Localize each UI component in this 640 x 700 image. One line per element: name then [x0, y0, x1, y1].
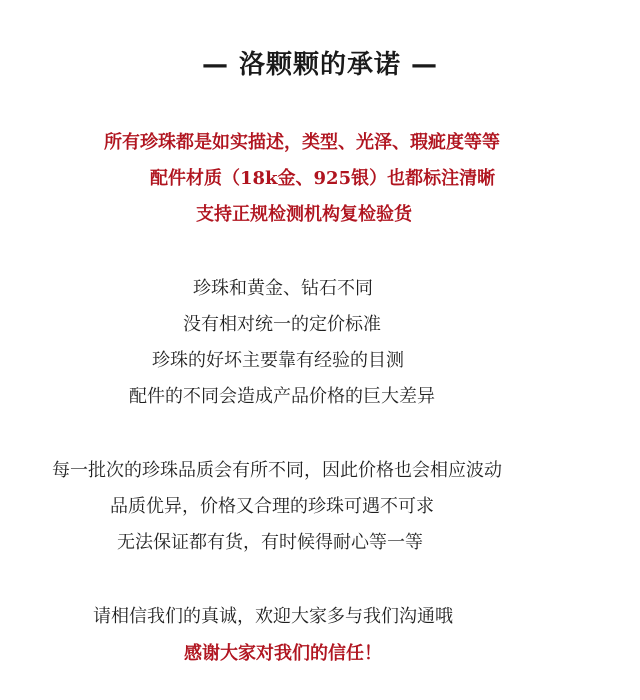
promise-line-inspection: 支持正规检测机构复检验货 [196, 204, 412, 225]
value-line-2: 没有相对统一的定价标准 [183, 314, 381, 335]
closing-line: 请相信我们的真诚，欢迎大家多与我们沟通哦 [93, 606, 453, 627]
price-line-2: 品质优异，价格又合理的珍珠可遇不可求 [110, 496, 434, 517]
value-line-3: 珍珠的好坏主要靠有经验的目测 [152, 350, 404, 371]
page-title: — 洛颗颗的承诺 — [201, 50, 439, 80]
promise-line-material: 配件材质（18k金、925银）也都标注清晰 [150, 168, 496, 189]
value-line-1: 珍珠和黄金、钻石不同 [193, 278, 373, 299]
promise-line-description: 所有珍珠都是如实描述，类型、光泽、瑕疵度等等 [104, 132, 500, 153]
value-line-4: 配件的不同会造成产品价格的巨大差异 [129, 386, 435, 407]
thanks-line: 感谢大家对我们的信任！ [184, 643, 382, 664]
price-line-3: 无法保证都有货，有时候得耐心等一等 [117, 532, 423, 553]
price-line-1: 每一批次的珍珠品质会有所不同，因此价格也会相应波动 [52, 460, 502, 481]
